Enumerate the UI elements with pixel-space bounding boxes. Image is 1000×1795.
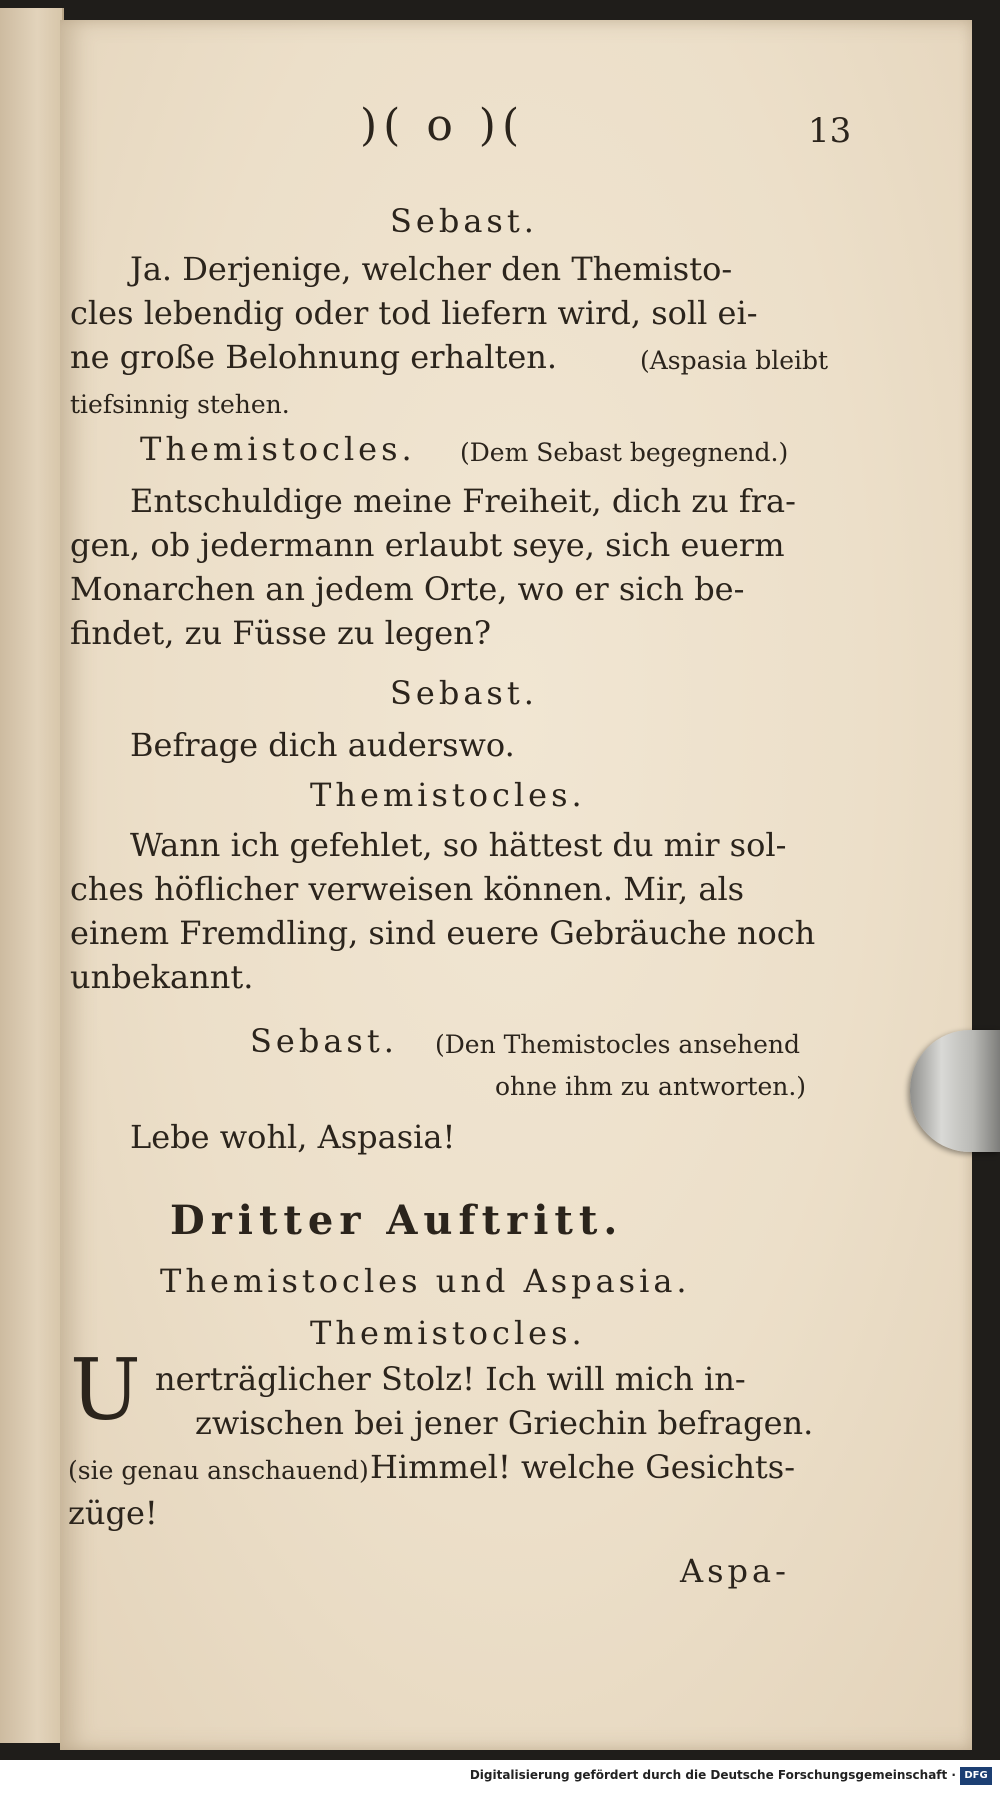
text-line: Himmel! welche Gesichts- xyxy=(370,1448,796,1486)
text-line: findet, zu Füsse zu legen? xyxy=(70,614,491,652)
text-line: ches höflicher verweisen können. Mir, als xyxy=(70,870,745,908)
drop-cap: U xyxy=(70,1341,141,1439)
stage-direction: ohne ihm zu antworten.) xyxy=(495,1072,807,1101)
text-line: Monarchen an jedem Orte, wo er sich be- xyxy=(70,570,745,608)
book-page xyxy=(60,20,972,1750)
text-line: gen, ob jedermann erlaubt seye, sich euerm xyxy=(70,526,785,564)
text-line: Ja. Derjenige, welcher den Themisto- xyxy=(130,250,733,288)
text-line: ne große Belohnung erhalten. xyxy=(70,338,558,376)
stage-direction: tiefsinnig stehen. xyxy=(70,390,290,419)
text-line: cles lebendig oder tod liefern wird, soll ei- xyxy=(70,294,758,332)
footer-credit: Digitalisierung gefördert durch die Deutsche Forschungsgemeinschaft · xyxy=(469,1768,956,1782)
scene-characters: Themistocles und Aspasia. xyxy=(160,1262,691,1300)
header-ornament: )( o )( xyxy=(360,100,526,151)
scene-heading: Dritter Auftritt. xyxy=(170,1197,624,1244)
stage-direction: (Den Themistocles ansehend xyxy=(435,1030,801,1059)
text-line: einem Fremdling, sind euere Gebräuche noch xyxy=(70,914,816,952)
stage-direction: (sie genau anschauend) xyxy=(68,1456,369,1485)
text-line: nerträglicher Stolz! Ich will mich in- xyxy=(155,1360,746,1398)
speaker-themistocles: Themistocles. xyxy=(310,776,586,814)
text-line: zwischen bei jener Griechin befragen. xyxy=(195,1404,814,1442)
text-line: Befrage dich auderswo. xyxy=(130,726,515,764)
speaker-sebast: Sebast. xyxy=(390,674,538,712)
speaker-sebast: Sebast. xyxy=(390,202,538,240)
text-line: Lebe wohl, Aspasia! xyxy=(130,1118,456,1156)
text-line: züge! xyxy=(68,1494,158,1532)
speaker-sebast: Sebast. xyxy=(250,1022,398,1060)
speaker-themistocles: Themistocles. xyxy=(310,1314,586,1352)
speaker-themistocles: Themistocles. xyxy=(140,430,416,468)
stage-direction: (Dem Sebast begegnend.) xyxy=(460,438,789,467)
footer-bar xyxy=(0,1760,1000,1795)
page-number: 13 xyxy=(808,111,852,151)
text-line: Entschuldige meine Freiheit, dich zu fra- xyxy=(130,482,796,520)
facing-page-edge xyxy=(0,8,64,1743)
dfg-logo: DFG xyxy=(960,1767,992,1785)
stage-direction: (Aspasia bleibt xyxy=(640,346,829,375)
catchword: Aspa- xyxy=(680,1552,790,1590)
text-line: Wann ich gefehlet, so hättest du mir sol- xyxy=(130,826,787,864)
text-line: unbekannt. xyxy=(70,958,254,996)
